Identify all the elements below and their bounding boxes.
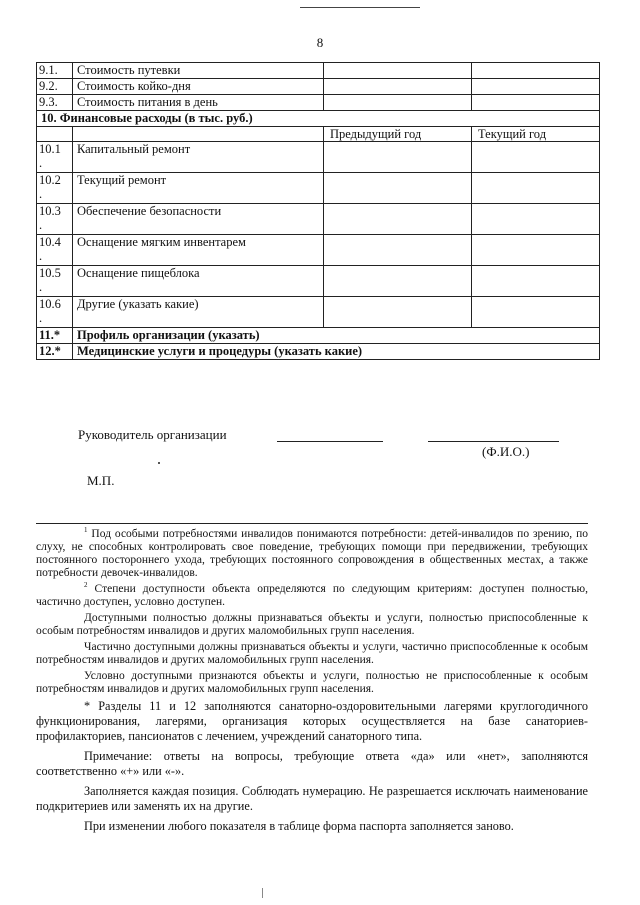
value-cell (324, 63, 472, 79)
table-row (37, 328, 600, 344)
row-label: Текущий ремонт (73, 173, 324, 204)
header-cell (37, 127, 73, 142)
row-label: Обеспечение безопасности (73, 204, 324, 235)
row-label: Стоимость питания в день (73, 95, 324, 111)
table-row (37, 235, 600, 266)
section-header-row (37, 111, 600, 127)
page-number: 8 (316, 35, 324, 50)
note-partial-access: Частично доступными должны признаваться объекты и услуги, частично приспособленные к особым потребностям инвалидов и других маломобильных групп населения. (36, 641, 588, 666)
table-row (37, 297, 600, 328)
scan-edge-line (300, 7, 420, 8)
value-cell (324, 79, 472, 95)
value-cell (472, 297, 600, 328)
row-number: 10.3 . (37, 204, 73, 235)
row-number: 10.6 . (37, 297, 73, 328)
note-full-access: Доступными полностью должны признаваться объекты и услуги, полностью приспособленные к особым потребностям инвалидов и других маломобильных групп населения. (36, 612, 588, 637)
footnote-2: $^2$ Степени доступности объекта определяются по следующим критериям: доступен полностью, частично доступен, условно доступен. (36, 581, 589, 608)
row-label: Медицинские услуги и процедуры (указать какие) (73, 344, 600, 360)
table-row (37, 173, 600, 204)
row-number: 12.* (37, 344, 73, 360)
table-row (37, 79, 600, 95)
note-answers: Примечание: ответы на вопросы, требующие ответа «да» или «нет», заполняются соответственно «+» или «-». (36, 749, 588, 778)
table-row (37, 95, 600, 111)
passport-table (36, 62, 600, 360)
table-row (37, 142, 600, 173)
value-cell (472, 173, 600, 204)
row-label: Оснащение пищеблока (73, 266, 324, 297)
value-cell (472, 235, 600, 266)
note-change: При изменении любого показателя в таблице форма паспорта заполняется заново. (84, 819, 514, 833)
row-number: 10.5 . (37, 266, 73, 297)
row-label: Оснащение мягким инвентарем (73, 235, 324, 266)
value-cell (472, 142, 600, 173)
column-header-row (37, 127, 600, 142)
row-label: Капитальный ремонт (73, 142, 324, 173)
value-cell (324, 235, 472, 266)
value-cell (324, 297, 472, 328)
row-label: Стоимость путевки (73, 63, 324, 79)
scan-speck (158, 462, 160, 464)
row-number: 10.4 . (37, 235, 73, 266)
note-sections-11-12: * Разделы 11 и 12 заполняются санаторно-оздоровительными лагерями круглогодичного функционирования, лагерями, организация которых осуществляется на базе санаториев-профилакториев, пансионатов с лечением, учреждений санаторного типа. (36, 699, 588, 743)
header-cell (73, 127, 324, 142)
row-number: 10.1 . (37, 142, 73, 173)
value-cell (472, 79, 600, 95)
column-prev-year: Предыдущий год (324, 127, 472, 142)
table-row (37, 344, 600, 360)
row-number: 10.2 . (37, 173, 73, 204)
row-number: 9.1. (37, 63, 73, 79)
value-cell (324, 204, 472, 235)
footnote-1: $^1$ Под особыми потребностями инвалидов понимаются потребности: детей-инвалидов по зрению, по слуху, не способных контролировать свое поведение, требующих помощи при передвижении, требующих постоянного постороннего ухода, требующих постоянного сопровождения в общественных местах, а также потребности девочек-инвалидов. (36, 526, 588, 579)
stamp-place: М.П. (87, 473, 115, 488)
value-cell (472, 63, 600, 79)
footnotes (36, 528, 588, 839)
table-row (37, 204, 600, 235)
value-cell (472, 266, 600, 297)
table-row (37, 266, 600, 297)
scan-mark (262, 888, 263, 898)
row-number: 11.* (37, 328, 73, 344)
footnote-separator (36, 523, 588, 524)
row-label: Стоимость койко-дня (73, 79, 324, 95)
signature-label: Руководитель организации (78, 427, 227, 442)
fio-caption: (Ф.И.О.) (482, 444, 530, 459)
row-label: Профиль организации (указать) (73, 328, 600, 344)
note-conditional-access: Условно доступными признаются объекты и услуги, полностью не приспособленные к особым потребностям инвалидов и других маломобильных групп населения. (36, 670, 588, 695)
value-cell (324, 95, 472, 111)
row-label: Другие (указать какие) (73, 297, 324, 328)
note-fill-every: Заполняется каждая позиция. Соблюдать нумерацию. Не разрешается исключать наименование подкритериев или заменять их на другие. (36, 784, 588, 813)
value-cell (324, 266, 472, 297)
value-cell (324, 142, 472, 173)
section-10-title: 10. Финансовые расходы (в тыс. руб.) (37, 111, 600, 127)
value-cell (472, 204, 600, 235)
row-number: 9.2. (37, 79, 73, 95)
row-number: 9.3. (37, 95, 73, 111)
value-cell (472, 95, 600, 111)
fio-line (428, 441, 559, 442)
column-current-year: Текущий год (472, 127, 600, 142)
signature-line (277, 441, 383, 442)
value-cell (324, 173, 472, 204)
table-row (37, 63, 600, 79)
